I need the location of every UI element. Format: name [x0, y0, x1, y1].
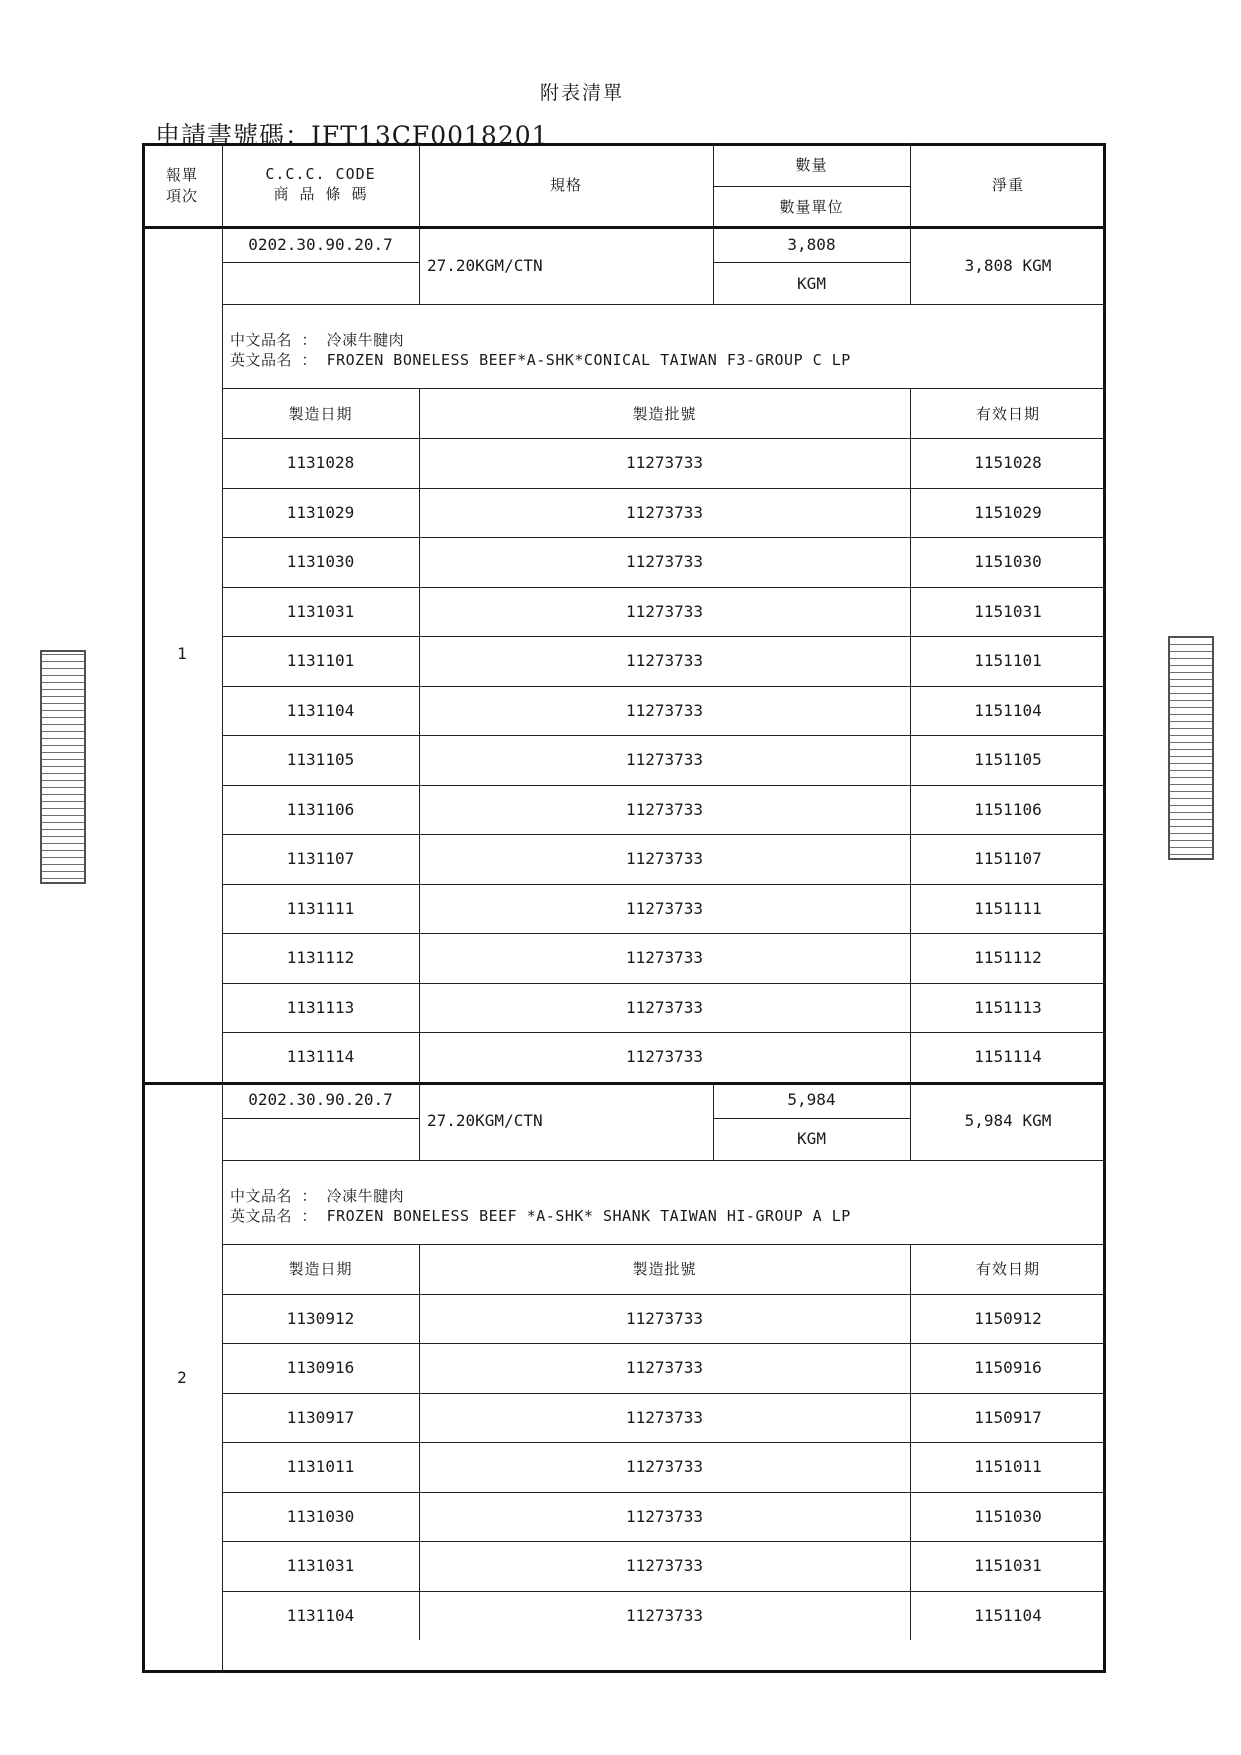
- ccc-code-value: 0202.30.90.20.7: [248, 234, 393, 254]
- expiry-date-cell: 1151101: [974, 651, 1042, 671]
- column-divider: [419, 226, 420, 304]
- batch-no-cell: 11273733: [625, 1407, 704, 1427]
- expiry-date-cell: 1151031: [974, 1556, 1042, 1576]
- sub-header-manufacture-date: 製造日期: [288, 1260, 353, 1278]
- chinese-name-label: 中文品名 ：: [230, 1186, 318, 1205]
- english-name-line: [230, 1206, 851, 1226]
- chinese-name-line: [230, 1186, 404, 1206]
- product-names: [230, 1186, 1098, 1230]
- expiry-date-cell: 1151029: [974, 502, 1042, 522]
- item-column-divider: [222, 226, 223, 1082]
- column-divider: [419, 1082, 420, 1160]
- expiry-date-cell: 1151030: [974, 552, 1042, 572]
- header-item-no: 報單 項次: [165, 165, 198, 205]
- batch-no-cell: 11273733: [625, 1457, 704, 1477]
- expiry-date-cell: 1151111: [974, 898, 1042, 918]
- expiry-date-cell: 1151031: [974, 601, 1042, 621]
- batch-no-cell: 11273733: [625, 601, 704, 621]
- row-divider: [222, 1118, 419, 1119]
- header-ccc-code: C.C.C. CODE 商 品 條 碼: [265, 165, 376, 203]
- batch-no-cell: 11273733: [625, 453, 704, 473]
- english-name-line: [230, 350, 851, 370]
- manufacture-date-cell: 1131031: [286, 1556, 355, 1576]
- english-name-label: 英文品名 ：: [230, 351, 318, 369]
- item-number: 1: [177, 644, 187, 664]
- column-divider: [910, 143, 911, 226]
- column-divider: [910, 226, 911, 304]
- column-divider: [910, 1244, 911, 1641]
- quantity-value: 5,984: [787, 1090, 836, 1109]
- document-title: 附表清單: [540, 82, 625, 104]
- manufacture-date-cell: 1131114: [286, 1047, 355, 1067]
- header-quantity: 數量: [795, 156, 828, 174]
- batch-no-cell: 11273733: [625, 700, 704, 720]
- header-quantity-unit: 數量單位: [779, 197, 844, 216]
- column-divider: [419, 388, 420, 1082]
- column-divider: [419, 1244, 420, 1641]
- batch-no-cell: 11273733: [625, 750, 704, 770]
- expiry-date-cell: 1151113: [974, 997, 1042, 1017]
- manufacture-date-cell: 1131031: [286, 601, 355, 621]
- batch-no-cell: 11273733: [625, 651, 704, 671]
- quantity-value: 3,808: [787, 234, 836, 254]
- sub-header-expiry-date: 有效日期: [975, 1260, 1040, 1278]
- expiry-date-cell: 1151030: [974, 1506, 1042, 1526]
- expiry-date-cell: 1151114: [974, 1047, 1042, 1067]
- manufacture-date-cell: 1131105: [286, 750, 355, 770]
- expiry-date-cell: 1151011: [974, 1457, 1042, 1477]
- batch-no-cell: 11273733: [625, 849, 704, 869]
- row-divider: [222, 1160, 1106, 1161]
- expiry-date-cell: 1151104: [974, 1605, 1042, 1625]
- ccc-code-value: 0202.30.90.20.7: [248, 1090, 393, 1109]
- english-name-value: FROZEN BONELESS BEEF*A-SHK*CONICAL TAIWAN F3-GROUP C LP: [326, 351, 851, 369]
- column-divider: [419, 143, 420, 226]
- header-spec: 規格: [549, 176, 582, 194]
- batch-no-cell: 11273733: [625, 799, 704, 819]
- batch-no-cell: 11273733: [625, 997, 704, 1017]
- manufacture-date-cell: 1131028: [286, 453, 355, 473]
- sub-header-manufacture-date: 製造日期: [288, 404, 353, 423]
- column-divider: [713, 143, 714, 226]
- application-number-label: 申請書號碼：: [155, 121, 312, 150]
- net-weight-value: 3,808 KGM: [964, 255, 1052, 275]
- spec-value: 27.20KGM/CTN: [427, 255, 543, 275]
- batch-no-cell: 11273733: [625, 898, 704, 918]
- chinese-name-label: 中文品名 ：: [230, 331, 318, 349]
- manufacture-date-cell: 1131030: [286, 552, 355, 572]
- product-names: [230, 330, 1098, 374]
- application-number-value: IFT13CF0018201: [311, 121, 549, 150]
- column-divider: [713, 1082, 714, 1160]
- sub-header-batch-no: 製造批號: [632, 404, 697, 423]
- chinese-name-value: 冷凍牛腱肉: [326, 331, 405, 349]
- manufacture-date-cell: 1131113: [286, 997, 355, 1017]
- batch-no-cell: 11273733: [625, 552, 704, 572]
- manufacture-date-cell: 1131107: [286, 849, 355, 869]
- expiry-date-cell: 1150916: [974, 1358, 1042, 1378]
- unit-value: KGM: [797, 1129, 826, 1148]
- item-number: 2: [177, 1367, 187, 1387]
- row-divider: [713, 186, 910, 187]
- manufacture-date-cell: 1131011: [286, 1457, 355, 1477]
- batch-no-cell: 11273733: [625, 1605, 704, 1625]
- sub-header-batch-no: 製造批號: [632, 1260, 697, 1278]
- expiry-date-cell: 1151107: [974, 849, 1042, 869]
- right-seal-stamp: [1168, 636, 1214, 860]
- batch-no-cell: 11273733: [625, 502, 704, 522]
- manufacture-date-cell: 1130917: [286, 1407, 355, 1427]
- column-divider: [910, 1082, 911, 1160]
- batch-no-cell: 11273733: [625, 948, 704, 968]
- row-divider: [222, 304, 1106, 305]
- left-seal-stamp: [40, 650, 86, 884]
- net-weight-value: 5,984 KGM: [964, 1111, 1052, 1130]
- manufacture-date-cell: 1130912: [286, 1308, 355, 1328]
- manufacture-date-cell: 1131111: [286, 898, 355, 918]
- batch-no-cell: 11273733: [625, 1506, 704, 1526]
- item-column-divider: [222, 1082, 223, 1674]
- batch-no-cell: 11273733: [625, 1308, 704, 1328]
- column-divider: [222, 143, 223, 226]
- expiry-date-cell: 1150917: [974, 1407, 1042, 1427]
- manufacture-date-cell: 1131029: [286, 502, 355, 522]
- batch-no-cell: 11273733: [625, 1358, 704, 1378]
- column-divider: [910, 388, 911, 1082]
- manufacture-date-cell: 1131104: [286, 700, 355, 720]
- expiry-date-cell: 1151106: [974, 799, 1042, 819]
- header-net-weight: 淨重: [991, 176, 1024, 194]
- chinese-name-line: [230, 330, 404, 350]
- expiry-date-cell: 1151112: [974, 948, 1042, 968]
- column-divider: [713, 226, 714, 304]
- manufacture-date-cell: 1130916: [286, 1358, 355, 1378]
- manufacture-date-cell: 1131112: [286, 948, 355, 968]
- expiry-date-cell: 1151104: [974, 700, 1042, 720]
- english-name-label: 英文品名 ：: [230, 1206, 318, 1225]
- expiry-date-cell: 1150912: [974, 1308, 1042, 1328]
- english-name-value: FROZEN BONELESS BEEF *A-SHK* SHANK TAIWAN HI-GROUP A LP: [326, 1206, 851, 1225]
- expiry-date-cell: 1151105: [974, 750, 1042, 770]
- manufacture-date-cell: 1131106: [286, 799, 355, 819]
- unit-value: KGM: [797, 273, 826, 293]
- manufacture-date-cell: 1131104: [286, 1605, 355, 1625]
- spec-value: 27.20KGM/CTN: [427, 1111, 543, 1130]
- manufacture-date-cell: 1131101: [286, 651, 355, 671]
- row-divider: [713, 262, 910, 263]
- expiry-date-cell: 1151028: [974, 453, 1042, 473]
- batch-no-cell: 11273733: [625, 1556, 704, 1576]
- chinese-name-value: 冷凍牛腱肉: [326, 1186, 405, 1205]
- batch-no-cell: 11273733: [625, 1047, 704, 1067]
- sub-header-expiry-date: 有效日期: [975, 404, 1040, 423]
- row-divider: [222, 262, 419, 263]
- row-divider: [713, 1118, 910, 1119]
- manufacture-date-cell: 1131030: [286, 1506, 355, 1526]
